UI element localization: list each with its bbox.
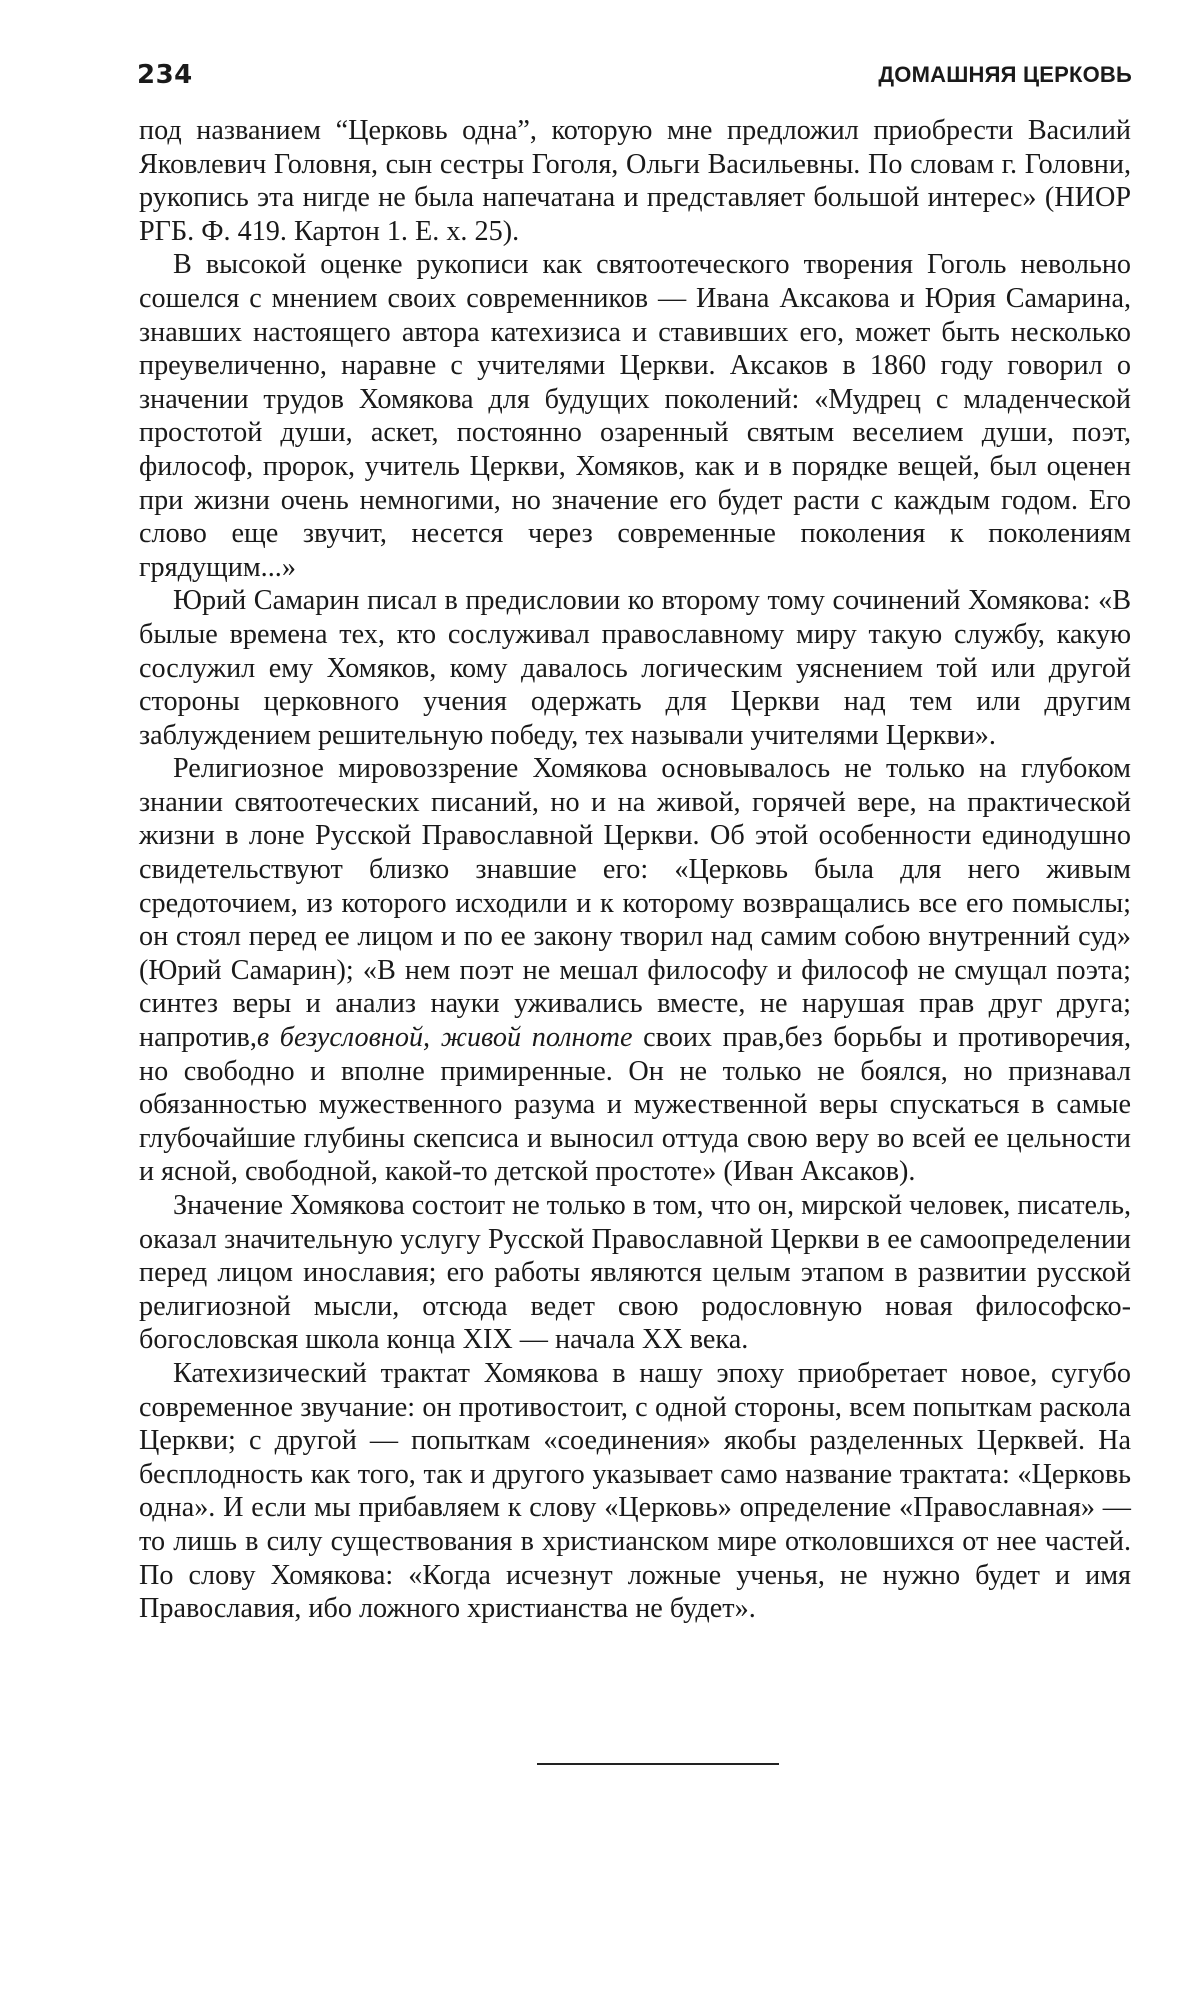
paragraph-continuation: под названием “Церковь одна”, которую мне предложил приобрести Василий Яковлевич Головня, сын сестры Гоголя, Ольги Васильевны. По словам г. Головни, рукопись эта нигде не была напечатана и представляет большой интерес» (НИОР РГБ. Ф. 419. Картон 1. Е. х. 25).	[139, 115, 1131, 247]
body-text	[139, 114, 1131, 1626]
paragraph-significance: Значение Хомякова состоит не только в том, что он, мирской человек, писатель, оказал значительную услугу Русской Православной Церкви в ее самоопределении перед лицом инославия; его работы являются целым этапом в развитии русской религиозной мысли, отсюда ведет свою родословную новая философско-богословская школа конца XIX — начала XX века.	[139, 1190, 1131, 1356]
paragraph-religious-worldview	[139, 752, 1131, 1189]
italic-emphasis: в безусловной, живой полноте	[256, 1022, 633, 1054]
paragraph-text: Религиозное мировоззрение Хомякова основывалось не только на глубоком знании святоотеческих писаний, но и на живой, горячей вере, на практической жизни в лоне Русской Православной Церкви. Об этой особенности единодушно свидетельствуют близко знавшие его: «Церковь была для него живым средоточием, из которого исходили и к которому возвращались все его помыслы; он стоял перед ее лицом и по ее закону творил над самим собою внутренний суд» (Юрий Самарин); «В нем поэт не мешал философу и философ не смущал поэта; синтез веры и анализ науки уживались вместе, не нарушая прав друг друга; напротив,	[139, 753, 1131, 1054]
paragraph-samarin-preface: Юрий Самарин писал в предисловии ко второму тому сочинений Хомякова: «В былые времена тех, кто сослуживал православному миру такую службу, какую сослужил ему Хомяков, кому давалось логическим уяснением той или другой стороны церковного учения одержать для Церкви над тем или другим заблуждением решительную победу, тех называли учителями Церкви».	[139, 585, 1131, 751]
page-number: 234	[137, 60, 193, 90]
paragraph-catechism-treatise: Катехизический трактат Хомякова в нашу эпоху приобретает новое, сугубо современное звучание: он противостоит, с одной стороны, всем попыткам раскола Церкви; с другой — попыткам «соединения» якобы разделенных Церквей. На бесплодность как того, так и другого указывает само название трактата: «Церковь одна». И если мы прибавляем к слову «Церковь» определение «Православная» — то лишь в силу существования в христианском мире отколовшихся от нее частей. По слову Хомякова: «Когда исчезнут ложные ученья, не нужно будет и имя Православия, ибо ложного христианства не будет».	[139, 1357, 1131, 1625]
page-header	[137, 60, 1132, 100]
running-title: ДОМАШНЯЯ ЦЕРКОВЬ	[878, 62, 1132, 87]
section-end-rule	[537, 1763, 779, 1765]
paragraph-gogol-opinion: В высокой оценке рукописи как святоотеческого творения Гоголь невольно сошелся с мнением своих современников — Ивана Аксакова и Юрия Самарина, знавших настоящего автора катехизиса и ставивших его, может быть несколько преувеличенно, наравне с учителями Церкви. Аксаков в 1860 году говорил о значении трудов Хомякова для будущих поколений: «Мудрец с младенческой простотой души, аскет, постоянно озаренный святым веселием души, поэт, философ, пророк, учитель Церкви, Хомяков, как и в порядке вещей, был оценен при жизни очень немногими, но значение его будет расти с каждым годом. Его слово еще звучит, несется через современные поколения к поколениям грядущим...»	[139, 249, 1131, 583]
paragraph-text: своих прав,без борьбы и противоречия, но свободно и вполне примиренные. Он не только не боялся, но признавал обязанностью мужественного разума и мужественной веры спускаться в самые глубочайшие глубины скепсиса и выносил оттуда свою веру во всей ее цельности и ясной, свободной, какой-то детской простоте» (Иван Аксаков).	[139, 1022, 1131, 1188]
